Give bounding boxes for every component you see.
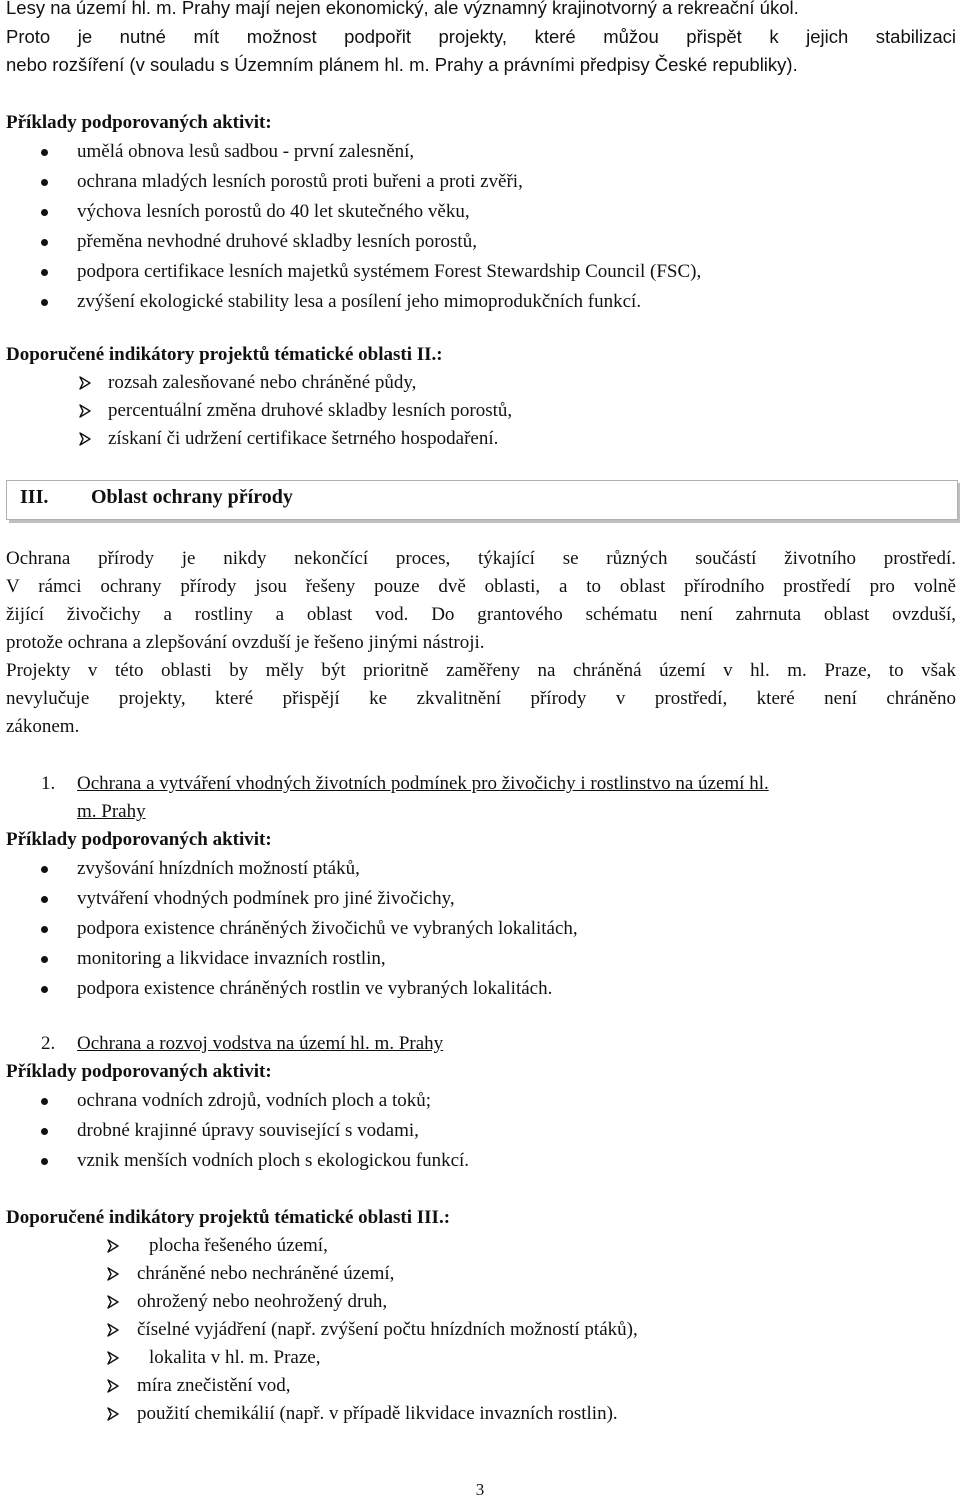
examples-heading-text: Příklady podporovaných aktivit: <box>6 829 272 850</box>
list-item <box>6 1344 956 1372</box>
arrow-bullet-icon <box>78 404 92 418</box>
bullet-icon <box>41 956 48 963</box>
list-item <box>6 944 956 974</box>
indicators-list <box>6 1232 956 1428</box>
bullet-icon <box>41 1128 48 1135</box>
list-item-text: chráněné nebo nechráněné území, <box>137 1263 395 1284</box>
section3-item1 <box>6 770 956 1004</box>
bullet-icon <box>41 896 48 903</box>
intro-line: Lesy na území hl. m. Prahy mají nejen ekonomický, ale významný krajinotvorný a rekreační úkol. <box>6 0 799 18</box>
numbered-heading <box>6 770 956 826</box>
list-item-text: rozsah zalesňované nebo chráněné půdy, <box>108 372 417 393</box>
list-item-text: ochrana mladých lesních porostů proti buřeni a proti zvěři, <box>77 171 523 192</box>
arrow-bullet-icon <box>78 432 92 446</box>
section-number: III. <box>20 486 49 508</box>
intro-paragraph <box>6 0 956 80</box>
arrow-bullet-icon <box>106 1239 120 1253</box>
paragraph-line: nevylučuje projekty, které přispějí ke zkvalitnění přírody v prostředí, které není chráněno <box>6 688 956 709</box>
bullet-icon <box>41 866 48 873</box>
list-item-text: percentuální změna druhové skladby lesních porostů, <box>108 400 513 421</box>
section2-indicators <box>6 341 956 453</box>
list-item-text: podpora certifikace lesních majetků systémem Forest Stewardship Council (FSC), <box>77 261 702 282</box>
list-item <box>6 914 956 944</box>
list-item-text: použití chemikálií (např. v případě likvidace invazních rostlin). <box>137 1403 618 1424</box>
list-item <box>6 1260 956 1288</box>
list-item-text: vytváření vhodných podmínek pro jiné živočichy, <box>77 888 455 909</box>
paragraph-line: zákonem. <box>6 716 80 737</box>
bullet-icon <box>41 1158 48 1165</box>
list-item <box>6 1316 956 1344</box>
list-item-text: ohrožený nebo neohrožený druh, <box>137 1291 388 1312</box>
item-title: Ochrana a rozvoj vodstva na území hl. m. Prahy <box>77 1033 444 1054</box>
list-item-text: podpora existence chráněných živočichů ve vybraných lokalitách, <box>77 918 578 939</box>
section-title: Oblast ochrany přírody <box>91 486 293 508</box>
item-title-continued: m. Prahy <box>77 801 146 822</box>
section3-item2 <box>6 1030 956 1176</box>
list-item-text: zvýšení ekologické stability lesa a posílení jeho mimoprodukčních funkcí. <box>77 291 642 312</box>
list-item-text: podpora existence chráněných rostlin ve vybraných lokalitách. <box>77 978 553 999</box>
paragraph-line: Projekty v této oblasti by měly být prioritně zaměřeny na chráněná území v hl. m. Praze, to však <box>6 660 956 681</box>
arrow-bullet-icon <box>106 1267 120 1281</box>
examples-list <box>6 854 956 1004</box>
section2-examples <box>6 109 956 317</box>
examples-list <box>6 1086 956 1176</box>
indicators-list <box>6 369 956 453</box>
paragraph-line: protože ochrana a zlepšování ovzduší je řešeno jinými nástroji. <box>6 632 485 653</box>
list-item-text: vznik menších vodních ploch s ekologickou funkcí. <box>77 1150 470 1171</box>
list-item-text: číselné vyjádření (např. zvýšení počtu hnízdních možností ptáků), <box>137 1319 638 1340</box>
list-item <box>6 369 956 397</box>
arrow-bullet-icon <box>106 1379 120 1393</box>
list-item <box>6 425 956 453</box>
item-number: 1. <box>41 773 56 794</box>
list-item <box>6 227 956 257</box>
list-item <box>6 257 956 287</box>
list-item <box>6 1232 956 1260</box>
list-item <box>6 1086 956 1116</box>
list-item <box>6 287 956 317</box>
list-item <box>6 1372 956 1400</box>
indicators-heading: Doporučené indikátory projektů tématické oblasti III.: <box>6 1207 451 1228</box>
list-item-text: lokalita v hl. m. Praze, <box>149 1347 321 1368</box>
bullet-icon <box>41 1098 48 1105</box>
bullet-icon <box>41 149 48 156</box>
list-item-text: ochrana vodních zdrojů, vodních ploch a toků; <box>77 1090 432 1111</box>
intro-line: Proto je nutné mít možnost podpořit projekty, které můžou přispět k jejich stabilizaci <box>6 25 956 47</box>
paragraph-line: žijící živočichy a rostliny a oblast vod. Do grantového schématu není zahrnuta oblast ovzduší, <box>6 604 956 625</box>
list-item <box>6 854 956 884</box>
list-item <box>6 974 956 1004</box>
paragraph-line: V rámci ochrany přírody jsou řešeny pouze dvě oblasti, a to oblast přírodního prostředí pro volně <box>6 576 956 597</box>
arrow-bullet-icon <box>106 1323 120 1337</box>
item-number: 2. <box>41 1033 56 1054</box>
list-item-text: monitoring a likvidace invazních rostlin, <box>77 948 386 969</box>
list-item-text: získaní či udržení certifikace šetrného hospodaření. <box>108 428 499 449</box>
list-item <box>6 397 956 425</box>
bullet-icon <box>41 179 48 186</box>
indicators-heading: Doporučené indikátory projektů tématické oblasti II.: <box>6 344 443 365</box>
paragraph-line: Ochrana přírody je nikdy nekončící proces, týkající se různých součástí životního prostředí. <box>6 548 956 569</box>
numbered-heading <box>6 1030 956 1058</box>
item-title: Ochrana a vytváření vhodných životních podmínek pro živočichy i rostlinstvo na území hl. <box>77 773 769 794</box>
list-item <box>6 137 956 167</box>
list-item-text: umělá obnova lesů sadbou - první zalesnění, <box>77 141 415 162</box>
list-item-text: míra znečistění vod, <box>137 1375 291 1396</box>
examples-heading: Příklady podporovaných aktivit: <box>6 112 272 133</box>
list-item <box>6 884 956 914</box>
arrow-bullet-icon <box>106 1295 120 1309</box>
list-item <box>6 167 956 197</box>
list-item-text: drobné krajinné úpravy související s vodami, <box>77 1120 419 1141</box>
arrow-bullet-icon <box>106 1407 120 1421</box>
bullet-icon <box>41 299 48 306</box>
bullet-icon <box>41 926 48 933</box>
arrow-bullet-icon <box>106 1351 120 1365</box>
bullet-icon <box>41 209 48 216</box>
page-number: 3 <box>475 1480 485 1499</box>
list-item-text: přeměna nevhodné druhové skladby lesních porostů, <box>77 231 477 252</box>
examples-heading: Příklady podporovaných aktivit: <box>6 1061 272 1082</box>
list-item <box>6 1146 956 1176</box>
arrow-bullet-icon <box>78 376 92 390</box>
bullet-icon <box>41 986 48 993</box>
list-item <box>6 1400 956 1428</box>
list-item <box>6 197 956 227</box>
intro-line: nebo rozšíření (v souladu s Územním plánem hl. m. Prahy a právními předpisy České republiky). <box>6 54 798 75</box>
list-item-text: výchova lesních porostů do 40 let skutečného věku, <box>77 201 470 222</box>
section3-paragraph1 <box>6 545 956 741</box>
list-item <box>6 1116 956 1146</box>
examples-heading <box>6 826 956 854</box>
list-item-text: zvyšování hnízdních možností ptáků, <box>77 858 360 879</box>
section3-indicators <box>6 1204 956 1428</box>
bullet-icon <box>41 239 48 246</box>
section3-header <box>6 480 958 520</box>
list-item-text: plocha řešeného území, <box>149 1235 328 1256</box>
examples-list <box>6 137 956 317</box>
bullet-icon <box>41 269 48 276</box>
list-item <box>6 1288 956 1316</box>
